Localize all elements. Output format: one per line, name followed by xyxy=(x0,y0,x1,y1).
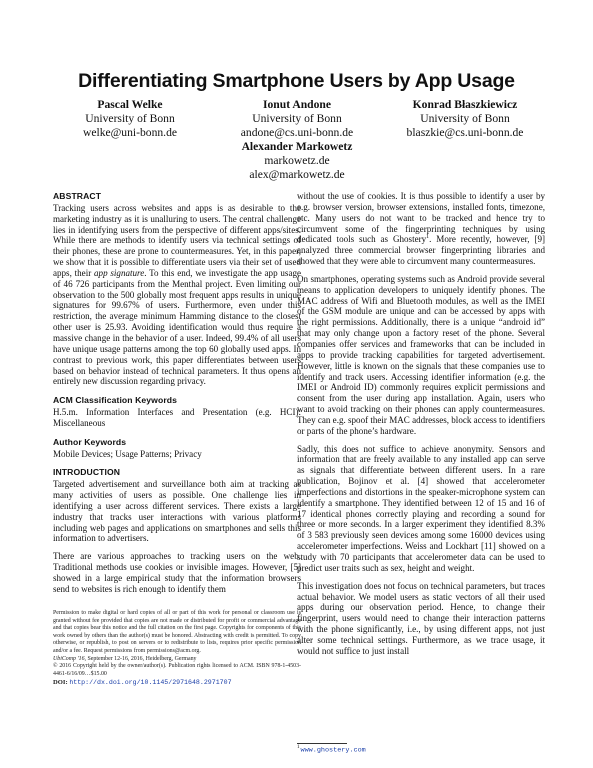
introduction-heading: INTRODUCTION xyxy=(53,467,121,478)
footnote xyxy=(297,745,366,754)
paragraph xyxy=(297,191,545,267)
copyright-text: © 2016 Copyright held by the owner/author(s). Publication rights licensed to ACM. ISBN 978-1-4503-4461-6/16/09…$15.00 xyxy=(53,663,301,677)
venue-details: , September 12-16, 2016, Heidelberg, Germany xyxy=(84,655,197,662)
paragraph: This investigation does not focus on technical parameters, but traces actual behavior. We model users as static vectors of all their used apps during our observation period. Hence, to change their fingerprint, users would need to change their interaction patterns with the phone significantly, i.e., by using different apps, not just alter some technical settings. Furthermore, as we trace usage, it would not suffice to just install xyxy=(297,580,545,656)
acm-heading: ACM Classification Keywords xyxy=(53,395,177,406)
paper-title: Differentiating Smartphone Users by App Usage xyxy=(78,70,515,92)
author-email: welke@uni-bonn.de xyxy=(82,126,178,139)
acm-section xyxy=(53,395,301,429)
doi-line xyxy=(53,679,301,687)
author-email: andone@cs.uni-bonn.de xyxy=(240,126,354,139)
left-column xyxy=(53,191,301,603)
footnote-rule xyxy=(297,743,347,744)
author-email: alex@markowetz.de xyxy=(249,168,345,181)
author-name: Alexander Markowetz xyxy=(241,140,353,153)
author-block xyxy=(220,140,374,182)
paragraph: There are various approaches to tracking users on the web. Traditional methods use cookies or invisible images. However, [5] showed in a large empirical study that the information browsers send to websites is rich enough to identify them xyxy=(53,551,301,594)
author-affiliation: University of Bonn xyxy=(85,112,175,125)
abstract-text xyxy=(53,203,301,387)
footnote-number: 1 xyxy=(297,745,300,750)
paragraph-part: . More recently, however, [9] analyzed three commercial browser fingerprinting libraries and showed that they were able to circumvent many countermeasures. xyxy=(297,234,545,267)
keywords-heading: Author Keywords xyxy=(53,436,127,447)
paragraph: On smartphones, operating systems such as Android provide several means to application developers to uniquely identify phones. The MAC address of Wifi and Bluetooth modules, as well as the IMEI of the GSM module are unique and can be accessed by apps with the right permissions. Additionally, there is a unique “android id” that may only change upon a factory reset of the phone. Several companies offer services and frameworks that can be included in apps to provide tracking capabilities for targeted advertisement. However, little is known on the signals that these companies use to identify and track users. Accessing identifier information (e.g. the IMEI or Android ID) commonly requires explicit permissions and consent from the user during app installation. Again, users who want to avoid tracking on their phones can apply countermeasures. They can e.g. spoof their MAC addresses, block access to identifiers or parts of the phone’s hardware. xyxy=(297,273,545,436)
author-email: blaszkie@cs.uni-bonn.de xyxy=(406,126,524,139)
author-name: Ionut Andone xyxy=(263,98,331,111)
paragraph: Sadly, this does not suffice to achieve anonymity. Sensors and information that are freely available to any installed app can serve as signals that differentiate between different users. In a rare publication, Bojinov et al. [4] showed that accelerometer imperfections and distortions in the speaker-microphone system can identify a smartphone. They identified between 12 of 15 and 16 of 17 identical phones correctly playing and recording a sound for three or more seconds. In a larger experiment they identified 8.3% of 3 583 previously seen devices among some 16000 devices using accelerometer imperfections. Weiss and Lockhart [11] showed on a study with 70 participants that accelerometer data can be used to predict user traits such as sex, height and weight. xyxy=(297,443,545,573)
doi-link[interactable]: http://dx.doi.org/10.1145/2971648.2971707 xyxy=(69,679,232,687)
author-block xyxy=(227,98,367,140)
right-column xyxy=(297,191,545,664)
paragraph-part: without the use of cookies. It is thus possible to identify a user by e.g. browser version, browser extensions, installed fonts, timezone, etc. Many users do not want to be tracked and hence try to circumvent some of the fingerprinting techniques by using dedicated tools such as Ghostery xyxy=(297,191,545,245)
keywords-text: Mobile Devices; Usage Patterns; Privacy xyxy=(53,448,202,459)
abstract-text-part: . To this end, we investigate the app usage of 46 726 participants from the Menthal project. Even limiting our observation to the 500 globally most frequent apps results in unique signatures for 99.67% of users. Furthermore, even under this restriction, the average minimum Hamming distance to the closest other user is 25.93. Avoiding identification would thus require a massive change in the behavior of a user. Indeed, 99.4% of all users have unique usage patterns among the top 60 globally used apps. In contrast to previous work, this paper differentiates between users based on behavior instead of technical parameters. It thus opens an entirely new discussion regarding privacy. xyxy=(53,267,301,387)
permission-text: Permission to make digital or hard copies of all or part of this work for personal or classroom use is granted without fee provided that copies are not made or distributed for profit or commercial advantage and that copies bear this notice and the full citation on the first page. Copyrights for components of this work owned by others than the author(s) must be honored. Abstracting with credit is permitted. To copy otherwise, or republish, to post on servers or to redistribute to lists, requires prior specific permission and/or a fee. Request permissions from permissions@acm.org. xyxy=(53,610,301,654)
author-affiliation: University of Bonn xyxy=(252,112,342,125)
abstract-text-part: Tracking users across websites and apps is as desirable to the marketing industry as it is unalluring to users. The central challenge lies in identifying users from the perspective of different apps/sites. While there are methods to identify users via technical settings of their phones, these are prone to countermeasures. Yet, in this paper, we show that it is possible to differentiate users via their set of used apps, their xyxy=(53,202,301,278)
abstract-section xyxy=(53,191,301,387)
author-affiliation: University of Bonn xyxy=(420,112,510,125)
abstract-heading: ABSTRACT xyxy=(53,191,102,201)
author-block xyxy=(385,98,545,140)
paragraph: Targeted advertisement and surveillance both aim at tracking as many activities of users as possible. One challenge lies in identifying a user across different services. There exists a large industry that tracks user interactions with various platforms including web pages and applications on smartphones and sells this information to advertisers. xyxy=(53,479,301,544)
footnote-link[interactable]: www.ghostery.com xyxy=(300,746,366,755)
author-affiliation: markowetz.de xyxy=(264,154,330,167)
acm-text: H.5.m. Information Interfaces and Presentation (e.g. HCI): Miscellaneous xyxy=(53,407,301,428)
doi-label: DOI: xyxy=(53,679,70,687)
app-signature-term: app signature xyxy=(94,267,145,278)
keywords-section xyxy=(53,437,301,460)
author-block xyxy=(63,98,197,140)
author-name: Konrad Błaszkiewicz xyxy=(412,98,518,111)
venue-name: UbiComp '16 xyxy=(53,655,85,662)
author-name: Pascal Welke xyxy=(97,98,163,111)
permission-block xyxy=(53,610,301,687)
introduction-section xyxy=(53,467,301,594)
footnote-marker: 1 xyxy=(426,234,430,241)
